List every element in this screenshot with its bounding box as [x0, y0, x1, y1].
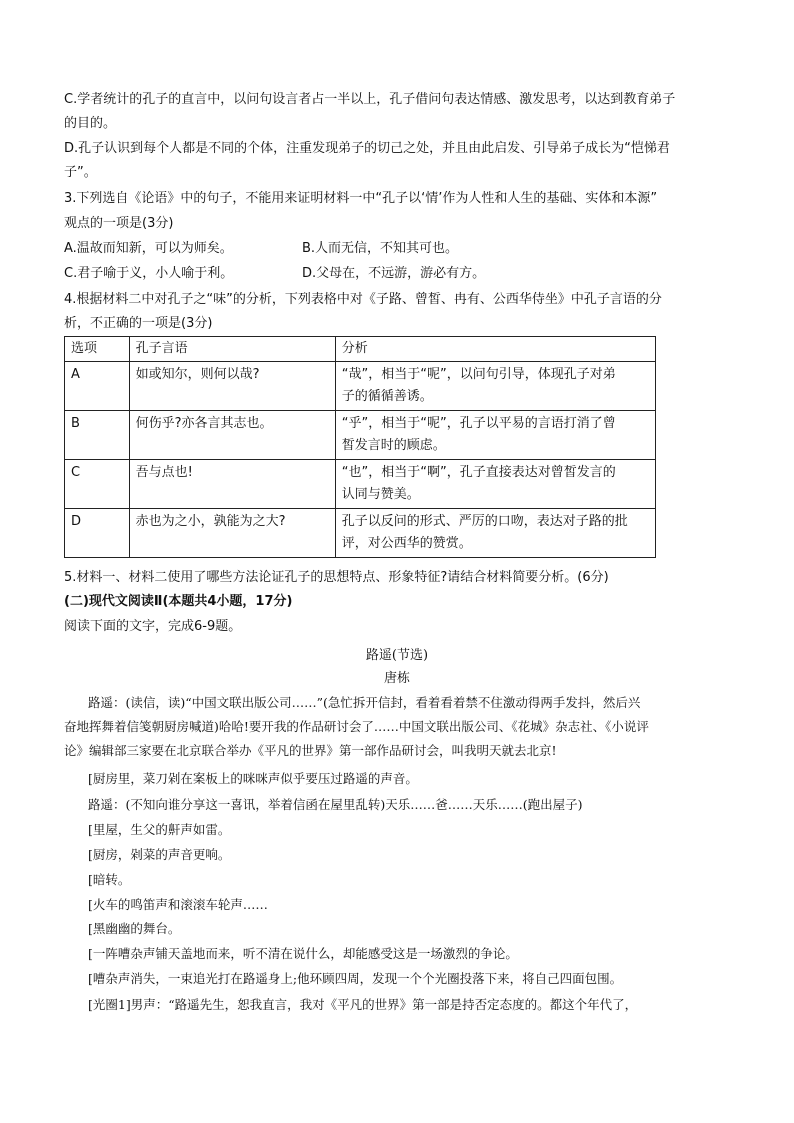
passage-line: [暗转。: [88, 872, 131, 887]
analysis-text-2: 皙发言时的顾虑。: [341, 438, 446, 453]
option-c-line-1: C.学者统计的孔子的直言中，以问句设言者占一半以上，孔子借问句表达情感、激发思考，以达到教育弟子: [64, 92, 676, 107]
passage-line: [嘈杂声消失，一束追光打在路遥身上;他环顾四周，发现一个个光圈投落下来，将自己四面包围。: [88, 971, 623, 986]
table-cell-speech: 何伤乎?亦各言其志也。: [129, 411, 335, 460]
passage-line: 奋地挥舞着信笺朝厨房喊道)哈哈!要开我的作品研讨会了……中国文联出版公司、《花城》杂志社、《小说评: [64, 719, 649, 734]
table-cell-speech: 吾与点也!: [129, 460, 335, 509]
analysis-text-2: 认同与赞美。: [341, 487, 420, 502]
analysis-text-2: 子的循循善诱。: [341, 389, 433, 404]
option-c-line-2: 的目的。: [64, 116, 117, 131]
table-cell-analysis: [335, 362, 655, 411]
analysis-text-1: “哉”，相当于“呢”，以问句引导，体现孔子对弟: [341, 367, 616, 382]
passage-line: 路遥：(不知向谁分享这一喜讯，举着信函在屋里乱转)天乐……爸……天乐……(跑出屋子): [88, 797, 583, 812]
analysis-text-1: “也”，相当于“啊”，孔子直接表达对曾皙发言的: [341, 465, 616, 480]
passage-line: [里屋，生父的鼾声如雷。: [88, 822, 231, 837]
reading-instruction: 阅读下面的文字，完成6-9题。: [64, 619, 242, 634]
table-header-analysis: 分析: [335, 337, 655, 362]
table-cell-analysis: [335, 509, 655, 558]
table-header-row: [65, 337, 656, 362]
passage-line: [火车的鸣笛声和滚滚车轮声……: [88, 897, 268, 912]
passage-author: 唐栋: [383, 671, 410, 686]
table-cell-analysis: [335, 460, 655, 509]
passage-line: 路遥：(读信，读)“中国文联出版公司……”(急忙拆开信封，看着看着禁不住激动得两手发抖，然后兴: [88, 695, 641, 710]
question-4-line-2: 析，不正确的一项是(3分): [64, 316, 213, 331]
question-3-line-1: 3.下列选自《论语》中的句子，不能用来证明材料一中“孔子以‘情’作为人性和人生的基础、实体和本源”: [64, 191, 658, 206]
q3-option-d: D.父母在，不远游，游必有方。: [302, 266, 486, 281]
analysis-text-1: 孔子以反问的形式、严厉的口吻，表达对子路的批: [341, 514, 628, 529]
passage-line: [厨房里，菜刀剁在案板上的咪咪声似乎要压过路遥的声音。: [88, 771, 418, 786]
table-cell-speech: 赤也为之小，孰能为之大?: [129, 509, 335, 558]
table-cell-option: D: [65, 509, 130, 558]
analysis-text-1: “乎”，相当于“呢”，孔子以平易的言语打消了曾: [341, 416, 616, 431]
passage-line: [厨房，剁菜的声音更响。: [88, 847, 231, 862]
q3-option-b: B.人而无信，不知其可也。: [302, 241, 459, 256]
table-cell-speech: 如或知尔，则何以哉?: [129, 362, 335, 411]
question-3-line-2: 观点的一项是(3分): [64, 216, 174, 231]
analysis-table: [64, 336, 656, 558]
question-4-line-1: 4.根据材料二中对孔子之“味”的分析，下列表格中对《子路、曾皙、冉有、公西华侍坐》中孔子言语的分: [64, 292, 662, 307]
table-cell-option: C: [65, 460, 130, 509]
passage-line: 论》编辑部三家要在北京联合举办《平凡的世界》第一部作品研讨会，叫我明天就去北京!: [64, 743, 557, 758]
table-cell-analysis: [335, 411, 655, 460]
table-header-speech: 孔子言语: [129, 337, 335, 362]
q3-option-c: C.君子喻于义，小人喻于利。: [64, 266, 234, 281]
table-cell-option: A: [65, 362, 130, 411]
table-row: [65, 509, 656, 558]
table-row: [65, 411, 656, 460]
passage-title: 路遥(节选): [365, 648, 429, 663]
option-d-line-2: 子”。: [64, 165, 97, 180]
passage-line: [一阵嘈杂声铺天盖地而来，听不清在说什么，却能感受这是一场激烈的争论。: [88, 946, 518, 961]
table-row: [65, 460, 656, 509]
passage-line: [光圈1]男声：“路遥先生，恕我直言，我对《平凡的世界》第一部是持否定态度的。都这个年代了，: [88, 997, 638, 1012]
option-d-line-1: D.孔子认识到每个人都是不同的个体，注重发现弟子的切己之处，并且由此启发、引导弟子成长为“恺悌君: [64, 141, 670, 156]
q3-option-a: A.温故而知新，可以为师矣。: [64, 241, 233, 256]
passage-line: [黑幽幽的舞台。: [88, 921, 181, 936]
table-cell-option: B: [65, 411, 130, 460]
section-heading: (二)现代文阅读Ⅱ(本题共4小题，17分): [64, 594, 293, 609]
question-5: 5.材料一、材料二使用了哪些方法论证孔子的思想特点、形象特征?请结合材料简要分析。(6分): [64, 570, 609, 585]
analysis-text-2: 评，对公西华的赞赏。: [341, 536, 472, 551]
table-row: [65, 362, 656, 411]
table-header-option: 选项: [65, 337, 130, 362]
